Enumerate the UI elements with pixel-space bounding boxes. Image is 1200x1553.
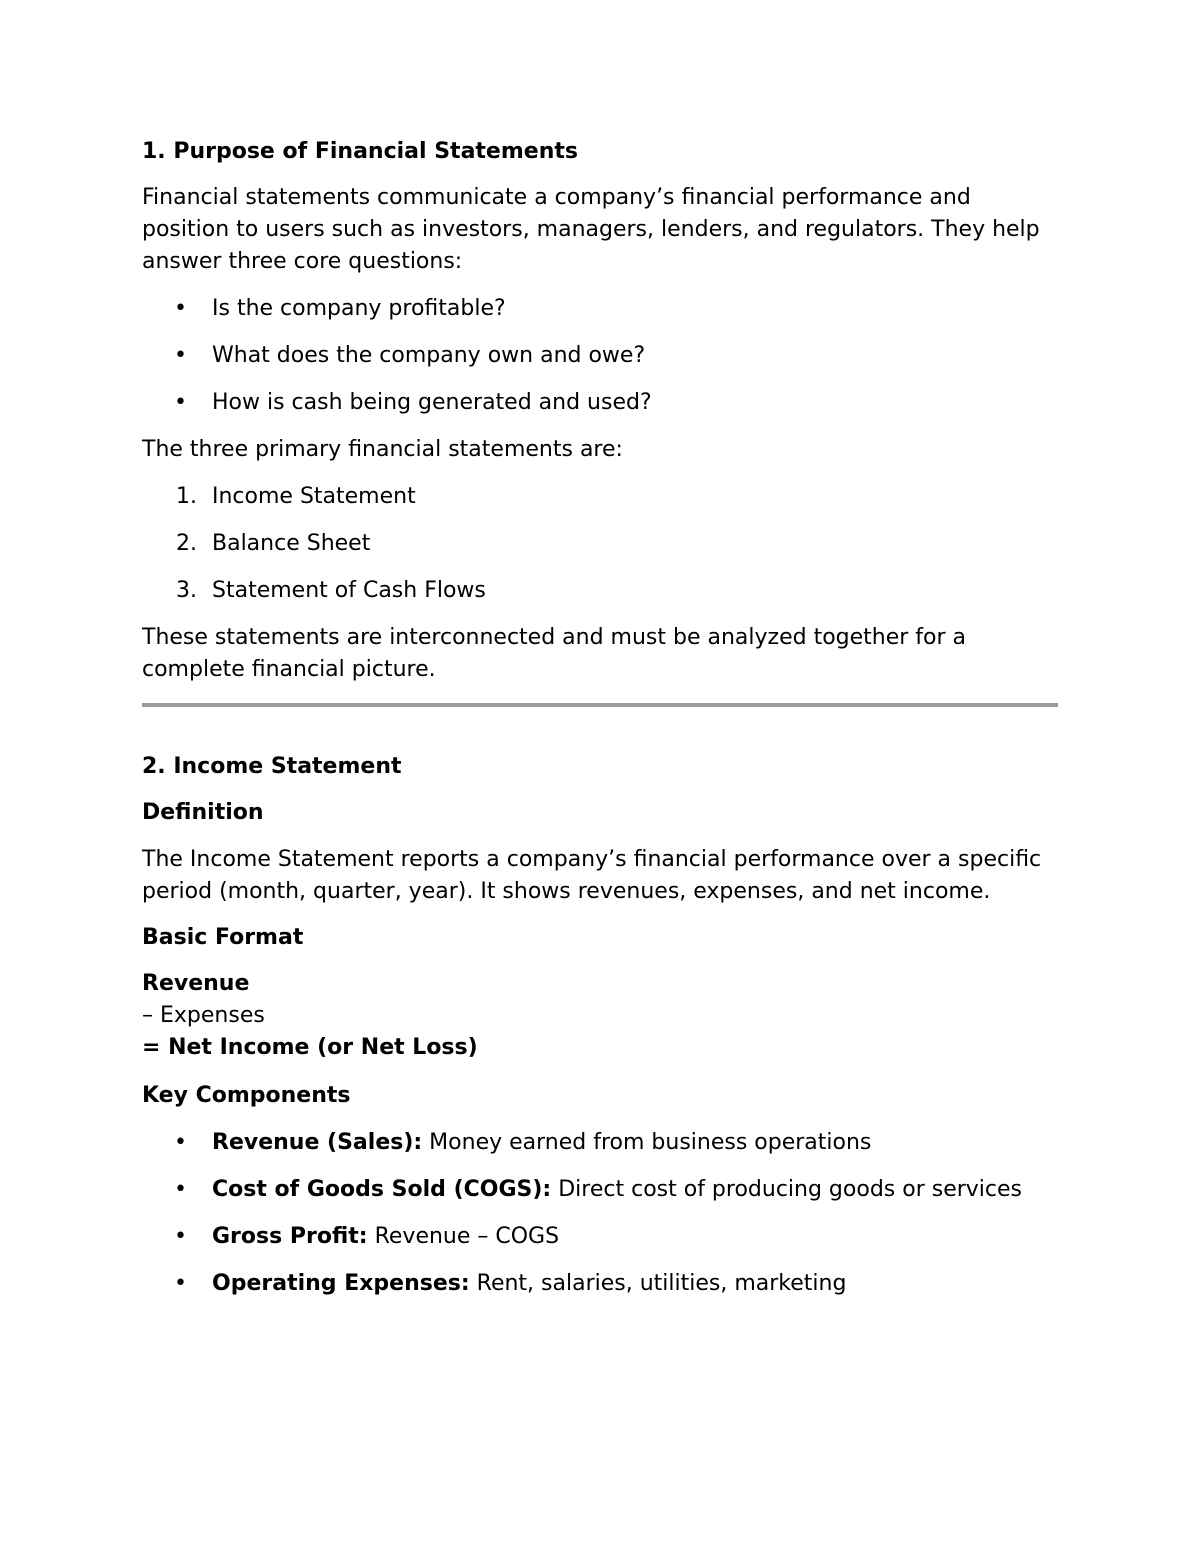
list-item: • How is cash being generated and used? [142, 387, 1058, 419]
list-item [142, 528, 1058, 560]
component-desc: Money earned from business operations [422, 1130, 872, 1155]
section1-intro: Financial statements communicate a company’s financial performance and position to users such as investors, managers, lenders, and regulators. They help answer three core questions: [142, 185, 1040, 274]
component-desc: Revenue – COGS [367, 1224, 560, 1249]
component-term: Operating Expenses: [212, 1271, 470, 1296]
section1-heading: 1. Purpose of Financial Statements [142, 139, 578, 164]
list-item [142, 1221, 1058, 1253]
section-divider [142, 703, 1058, 707]
list-item: • What does the company own and owe? [142, 340, 1058, 372]
list-item: • Is the company profitable? [142, 293, 1058, 325]
list-number: 3. [176, 578, 197, 603]
key-components-list [142, 1127, 1058, 1300]
component-term: Gross Profit: [212, 1224, 368, 1249]
primary-statements-list [142, 481, 1058, 607]
list-item [142, 481, 1058, 513]
list-item [142, 1268, 1058, 1300]
list-item [142, 1127, 1058, 1159]
component-desc: Rent, salaries, utilities, marketing [469, 1271, 847, 1296]
list-item-label: Income Statement [212, 484, 416, 509]
core-questions-list [142, 293, 1058, 419]
key-components-label: Key Components [142, 1083, 351, 1108]
basic-format-label: Basic Format [142, 925, 304, 950]
list-item [142, 1174, 1058, 1206]
primary-statements-intro: The three primary financial statements are: [142, 437, 623, 462]
component-desc: Direct cost of producing goods or services [551, 1177, 1022, 1202]
list-number: 2. [176, 531, 197, 556]
formula-net-income: = Net Income (or Net Loss) [142, 1035, 478, 1060]
list-number: 1. [176, 484, 197, 509]
definition-label: Definition [142, 800, 264, 825]
list-item-label: Statement of Cash Flows [212, 578, 486, 603]
definition-text: The Income Statement reports a company’s financial performance over a specific period (month, quarter, year). It shows revenues, expenses, and net income. [142, 847, 1042, 904]
formula-expenses: – Expenses [142, 1003, 265, 1028]
list-item-label: Balance Sheet [212, 531, 371, 556]
formula-block [142, 968, 1058, 1064]
list-item [142, 575, 1058, 607]
section2-heading: 2. Income Statement [142, 754, 402, 779]
formula-revenue: Revenue [142, 971, 250, 996]
component-term: Revenue (Sales): [212, 1130, 423, 1155]
document-content [142, 136, 1058, 1300]
component-term: Cost of Goods Sold (COGS): [212, 1177, 552, 1202]
section1-closing: These statements are interconnected and must be analyzed together for a complete financial picture. [142, 625, 967, 682]
